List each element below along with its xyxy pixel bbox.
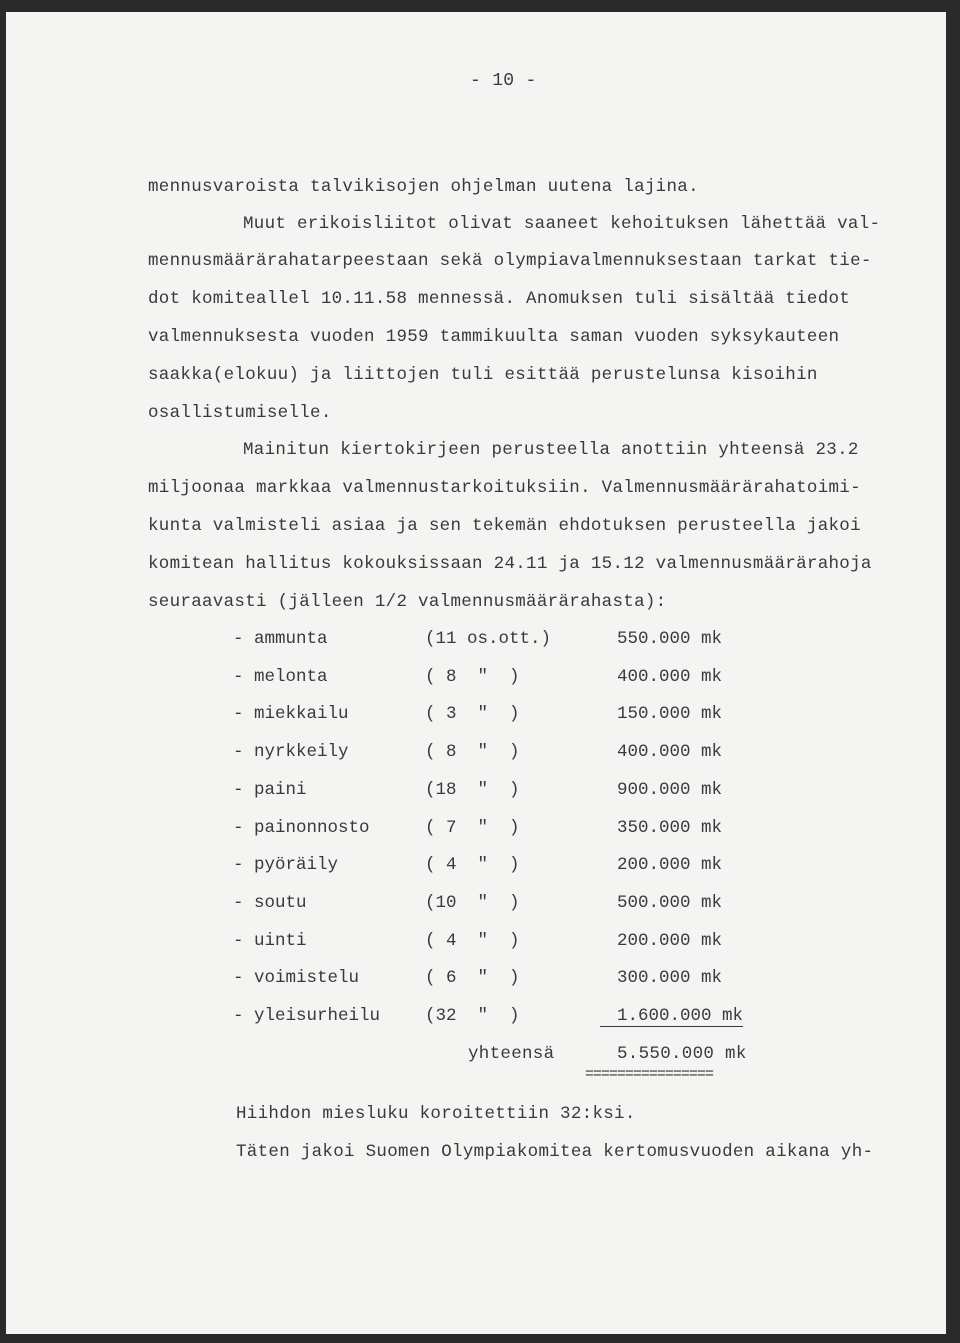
allocation-amount: 200.000 mk (617, 930, 723, 951)
allocation-count: (11 os.ott.) (425, 629, 552, 649)
allocation-sport: - nyrkkeily (233, 742, 349, 763)
page-number: - 10 - (470, 71, 537, 91)
allocation-amount: 350.000 mk (617, 817, 723, 838)
allocation-amount: 400.000 mk (617, 666, 723, 687)
allocation-count: ( 4 " ) (425, 855, 520, 876)
allocation-count: (10 " ) (425, 892, 520, 913)
allocation-amount: 550.000 mk (617, 629, 723, 649)
text-line-3: mennusmäärärahatarpeestaan sekä olympiavalmennuksestaan tarkat tie- (148, 251, 872, 271)
allocation-sport: - voimistelu (233, 968, 360, 989)
allocation-count: ( 4 " ) (425, 930, 520, 951)
total-amount: 5.550.000 mk (617, 1044, 747, 1064)
text-line-5: valmennuksesta vuoden 1959 tammikuulta saman vuoden syksykauteen (148, 327, 840, 347)
allocation-count: ( 3 " ) (425, 704, 520, 725)
allocation-sport: - miekkailu (233, 704, 349, 725)
allocation-amount: 200.000 mk (617, 855, 723, 876)
allocation-count: (18 " ) (425, 779, 520, 800)
text-line-1: mennusvaroista talvikisojen ohjelman uutena lajina. (148, 177, 699, 197)
allocation-amount: 400.000 mk (617, 742, 723, 763)
total-label: yhteensä (468, 1044, 555, 1064)
allocation-sport: - pyöräily (233, 855, 339, 876)
text-line-13: Hiihdon miesluku koroitettiin 32:ksi. (236, 1104, 636, 1124)
text-line-10: kunta valmisteli asiaa ja sen tekemän ehdotuksen perusteella jakoi (148, 516, 861, 536)
text-line-12: seuraavasti (jälleen 1/2 valmennusmäärärahasta): (148, 592, 667, 612)
allocation-amount: 300.000 mk (617, 968, 723, 989)
allocation-sport: - soutu (233, 892, 307, 913)
allocation-sport: - painonnosto (233, 817, 370, 838)
text-line-9: miljoonaa markkaa valmennustarkoituksiin. Valmennusmäärärahatoimi- (148, 478, 861, 498)
allocation-sport: - uinti (233, 930, 307, 951)
text-line-6: saakka(elokuu) ja liittojen tuli esittää perustelunsa kisoihin (148, 365, 818, 385)
allocation-sport: - yleisurheilu (233, 1006, 381, 1026)
allocation-count: ( 6 " ) (425, 968, 520, 989)
allocation-count: ( 7 " ) (425, 817, 520, 838)
text-line-4: dot komiteallel 10.11.58 mennessä. Anomuksen tuli sisältää tiedot (148, 289, 851, 309)
allocation-count: ( 8 " ) (425, 742, 520, 763)
allocation-count: (32 " ) (425, 1006, 520, 1026)
text-line-11: komitean hallitus kokouksissaan 24.11 ja 15.12 valmennusmäärärahoja (148, 554, 872, 574)
double-underline: ================ (585, 1066, 714, 1083)
text-line-2: Muut erikoisliitot olivat saaneet kehoituksen lähettää val- (243, 214, 881, 234)
allocation-count: ( 8 " ) (425, 666, 520, 687)
allocation-amount: 900.000 mk (617, 779, 723, 800)
allocation-amount: 150.000 mk (617, 704, 723, 725)
allocation-sport: - paini (233, 779, 307, 800)
allocation-amount: 1.600.000 mk (600, 1006, 743, 1027)
text-line-7: osallistumiselle. (148, 403, 332, 423)
allocation-sport: - melonta (233, 666, 328, 687)
text-line-8: Mainitun kiertokirjeen perusteella anottiin yhteensä 23.2 (243, 440, 859, 460)
allocation-sport: - ammunta (233, 629, 328, 649)
text-line-14: Täten jakoi Suomen Olympiakomitea kertomusvuoden aikana yh- (236, 1142, 874, 1162)
allocation-amount: 500.000 mk (617, 892, 723, 913)
